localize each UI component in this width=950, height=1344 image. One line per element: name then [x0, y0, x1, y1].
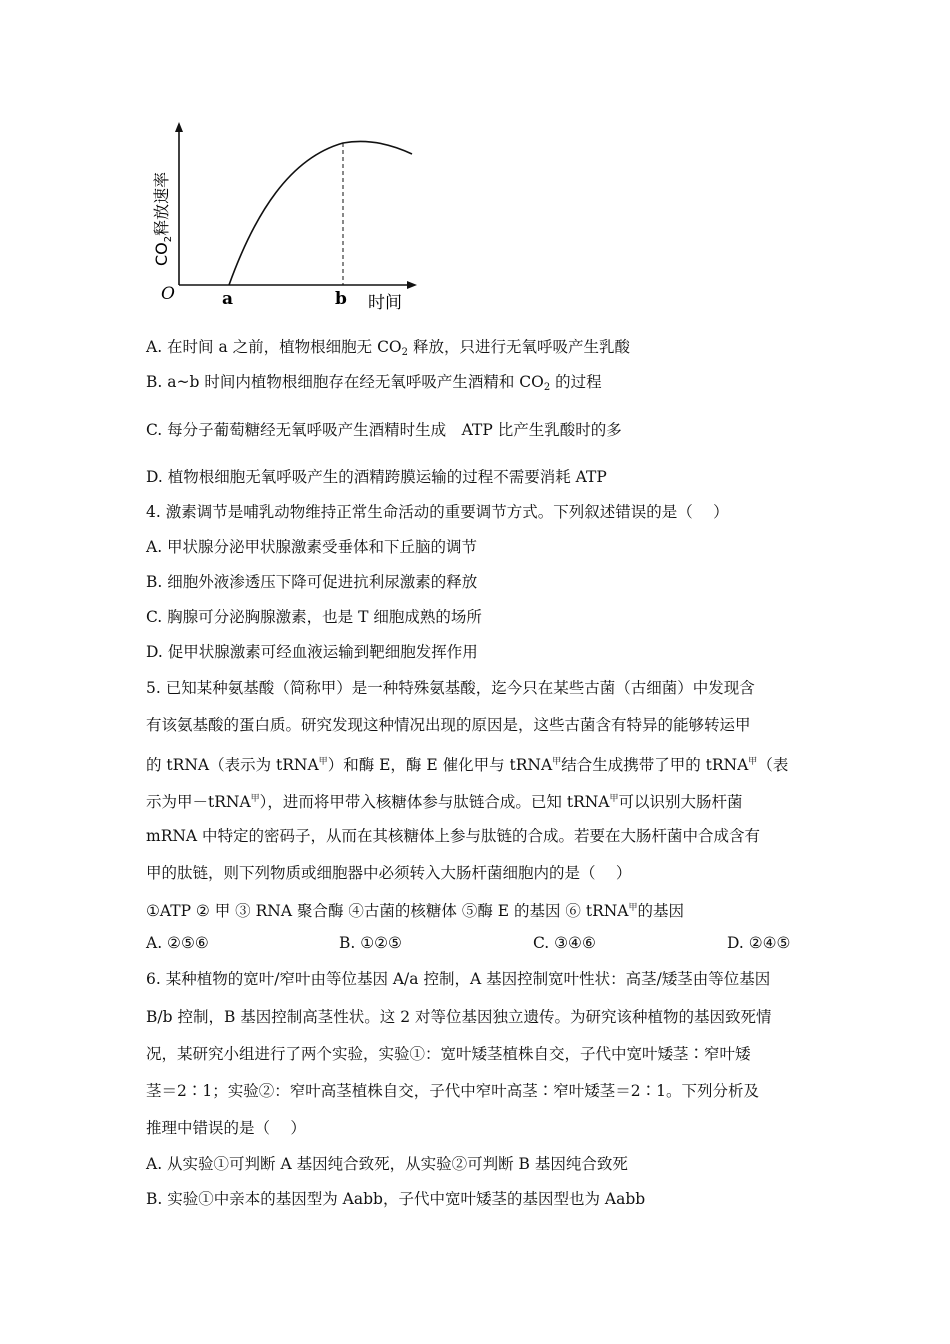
q4-option-b: B. 细胞外液渗透压下降可促进抗利尿激素的释放: [146, 573, 478, 591]
q3-option-d: D. 植物根细胞无氧呼吸产生的酒精跨膜运输的过程不需要消耗 ATP: [146, 468, 607, 486]
q4-option-a: A. 甲状腺分泌甲状腺激素受垂体和下丘脑的调节: [146, 538, 478, 556]
q5-option-a: A. ②⑤⑥: [146, 934, 209, 952]
q6-stem-line-4: 茎＝2∶1；实验②：窄叶高茎植株自交，子代中窄叶高茎∶窄叶矮茎＝2∶1。下列分析及: [146, 1082, 759, 1100]
mark-a-label: a: [222, 289, 234, 309]
q6-stem-line-3: 况，某研究小组进行了两个实验，实验①：宽叶矮茎植株自交，子代中宽叶矮茎∶窄叶矮: [146, 1045, 751, 1063]
x-axis-arrow: [407, 281, 417, 289]
mark-b-label: b: [335, 289, 347, 309]
rate-curve: [229, 141, 412, 285]
q5-stem-line-2: 有该氨基酸的蛋白质。研究发现这种情况出现的原因是，这些古菌含有特异的能够转运甲: [146, 716, 751, 734]
y-axis-label: $CO_2$释放速率: [152, 171, 174, 266]
q3-option-c: C. 每分子葡萄糖经无氧呼吸产生酒精时生成 ATP 比产生乳酸时的多: [146, 421, 622, 439]
q6-stem-line-1: 6. 某种植物的宽叶/窄叶由等位基因 A/a 控制，A 基因控制宽叶性状：高茎/矮茎由等位基因: [146, 970, 771, 988]
origin-label: O: [161, 284, 175, 304]
co2-release-rate-graph: [150, 118, 430, 323]
q5-items: ①ATP ② 甲 ③ RNA 聚合酶 ④古菌的核糖体 ⑤酶 E 的基因 ⑥ tRNA$^甲$的基因: [146, 902, 685, 920]
q4-option-d: D. 促甲状腺激素可经血液运输到靶细胞发挥作用: [146, 643, 478, 661]
q5-stem-line-5: mRNA 中特定的密码子，从而在其核糖体上参与肽链的合成。若要在大肠杆菌中合成含有: [146, 827, 761, 845]
y-axis-arrow: [175, 122, 183, 132]
q4-stem: 4. 激素调节是哺乳动物维持正常生命活动的重要调节方式。下列叙述错误的是（ ）: [146, 503, 729, 521]
q5-stem-line-6: 甲的肽链，则下列物质或细胞器中必须转入大肠杆菌细胞内的是（ ）: [146, 864, 632, 882]
q4-option-c: C. 胸腺可分泌胸腺激素，也是 T 细胞成熟的场所: [146, 608, 482, 626]
q5-option-d: D. ②④⑤: [727, 934, 791, 952]
q3-option-b: B. a~b 时间内植物根细胞存在经无氧呼吸产生酒精和 $CO_2$ 的过程: [146, 373, 602, 393]
q6-stem-line-5: 推理中错误的是（ ）: [146, 1119, 306, 1137]
q5-stem-line-1: 5. 已知某种氨基酸（简称甲）是一种特殊氨基酸，迄今只在某些古菌（古细菌）中发现含: [146, 679, 755, 697]
q5-option-c: C. ③④⑥: [533, 934, 596, 952]
q6-stem-line-2: B/b 控制，B 基因控制高茎性状。这 2 对等位基因独立遗传。为研究该种植物的基因致死情: [146, 1008, 772, 1026]
q5-option-b: B. ①②⑤: [339, 934, 402, 952]
q6-option-a: A. 从实验①可判断 A 基因纯合致死，从实验②可判断 B 基因纯合致死: [146, 1155, 628, 1173]
q5-stem-line-4: 示为甲－tRNA$^甲$），进而将甲带入核糖体参与肽链合成。已知 tRNA$^甲$可以识别大肠杆菌: [146, 793, 743, 811]
x-axis-label: 时间: [368, 293, 402, 313]
q6-option-b: B. 实验①中亲本的基因型为 Aabb，子代中宽叶矮茎的基因型也为 Aabb: [146, 1190, 646, 1208]
q3-option-a: A. 在时间 a 之前，植物根细胞无 $CO_2$ 释放，只进行无氧呼吸产生乳酸: [146, 338, 630, 358]
q5-stem-line-3: 的 tRNA（表示为 tRNA$^甲$）和酶 E，酶 E 催化甲与 tRNA$^甲$结合生成携带了甲的 tRNA$^甲$（表: [146, 756, 789, 774]
